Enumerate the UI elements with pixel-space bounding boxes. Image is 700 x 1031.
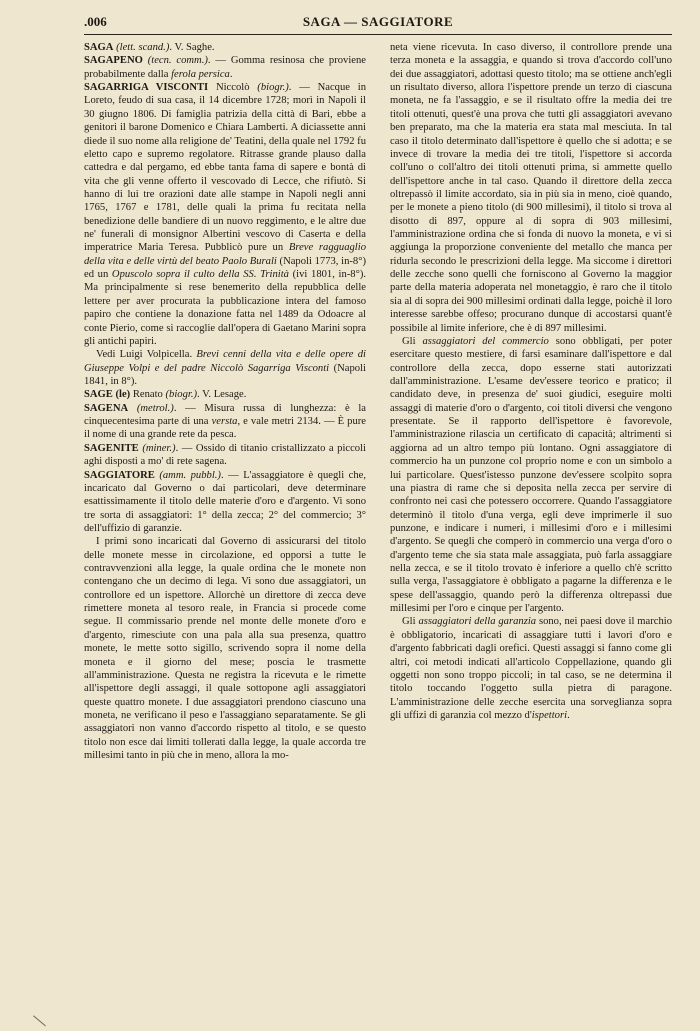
- entry-sagarriga-visconti: SAGARRIGA VISCONTI Niccolò (biogr.). — Nacque in Loreto, feudo di sua casa, il 14 dicembre 1728; morì in Napoli il 30 giugno 1806. Di famiglia patrizia della città di Bari, ebbe a genitori il barone Domenico e Chiara Lamberti. A diciassette anni diede il suo nome alla religione de' Teatini, della quale nel 1792 fu eletto capo e supremo regolatore. Ritrasse grande plauso dalla cattedra e dal pergamo, ed ebbe tanta fama di sapere e bontà di vita che gli venne offerto il vescovado di Lecce, che rifiutò. Si hanno di lui tre orazioni date alle stampe in Napoli negli anni 1765, 1767 e 1781, delle quali la prima fu recitata nella benedizione delle bandiere di un nuovo reggimento, e le altre due ne' funerali di monsignor Albertini vescovo di Caserta e della imperatrice Maria Teresa. Pubblicò pure un Breve ragguaglio della vita e delle virtù del beato Paolo Burali (Napoli 1773, in-8°) ed un Opuscolo sopra il culto della SS. Trinità (ivi 1801, in-8°). Ma principalmente si rese benemerito della repubblica delle lettere per aver procurata la pubblicazione intera del famoso papiro che contiene la donazione fatta nel 1489 da Odoacre al conte Pierio, come si raccoglie dall'opera di Gaetano Marini sopra gli antichi papiri.: [84, 82, 366, 347]
- entry-sagapeno: SAGAPENO (tecn. comm.). — Gomma resinosa che proviene probabilmente dalla ferola persica.: [84, 55, 366, 80]
- page-number: .006: [84, 14, 107, 29]
- saggiatore-paragraph-garanzia: Gli assaggiatori della garanzia sono, nei paesi dove il marchio è obbligatorio, incaricati di assaggiare tutti i lavori d'oro e d'argento fabbricati dagli orefici. Questi assaggi si fanno come gli altri, coi metodi indicati all'articolo Coppellazione, quando gli oggetti non sono troppo piccoli; in tal caso, se ne determina il titolo toccando l'oggetto sulla pietra di paragone. L'amministrazione delle zecche esercita una sorveglianza sopra gli uffizi di garanzia col mezzo d'ispettori.: [390, 616, 672, 721]
- entry-sagenite: SAGENITE (miner.). — Ossido di titanio cristallizzato a piccoli aghi disposti a mo' di rete sagena.: [84, 442, 366, 468]
- entry-saga: SAGA (lett. scand.). V. Saghe.: [84, 42, 215, 53]
- page-header: [84, 14, 672, 34]
- page-mark: [33, 1005, 55, 1027]
- left-column: [84, 41, 366, 961]
- entry-sagarriga-reference: Vedi Luigi Volpicella. Brevi cenni della vita e delle opere di Giuseppe Volpi e del padre Niccolò Sagarriga Visconti (Napoli 1841, in 8°).: [84, 349, 366, 387]
- header-rule: [84, 34, 672, 35]
- saggiatore-paragraph-zecca: I primi sono incaricati dal Governo di assicurarsi del titolo delle monete messe in circolazione, ed opporsi a tutte le contravvenzioni alla legge, la quale ordina che le monete non contengano che un decimo di lega. Vi sono due assaggiatori, un controllore ed un ispettore. Allorchè un direttore di zecca deve rimettere moneta al tesoro reale, in Francia si procede come segue. Il commissario prende nel monte delle monete d'oro e d'argento, rimescìute con una pala alla sua presenza, quattro monete, le mette sotto sigillo, scrivendo sopra il nome della moneta e il giorno del mese; poscia le trasmette all'amministrazione. Questa ne registra la ricevuta e le rimette all'ispettore degli assaggi, il quale sottopone agli assaggiatori queste quattro monete. I due assaggiatori prendono ciascuno una moneta, ne verificano il peso e l'assaggiano separatamente. Se gli assaggiatori non vanno d'accordo rispetto al titolo, e se questo titolo non esce dai limiti tollerati dalla legge, la quale accorda tre millesimi tanto in più che in meno, allora la mo-: [84, 536, 366, 762]
- right-column: [390, 41, 672, 961]
- running-head: SAGA — SAGGIATORE: [302, 14, 454, 29]
- entry-sage: SAGE (le) Renato (biogr.). V. Lesage.: [84, 389, 247, 401]
- saggiatore-paragraph-commercio: Gli assaggiatori del commercio sono obbligati, per poter esercitare questo mestiere, di farsi esaminare dall'ispettore e dal controllore della zecca, dopo esserne stati autorizzati dall'amministrazione. L'esame dev'essere teorico e pratico; il candidato deve, in presenza de' suoi giudici, eseguire molti assaggi di materie d'oro o d'argento, coi titoli diversi che vengono presentate. Se il rapporto dell'ispettore è favorevole, l'amministrazione rilascia un certificato di capacità; altrimenti si aggiorna ad un altro tempo più lontano. Ogni assaggiatore di commercio ha un punzone col proprio nome e con un simbolo a lui particolare. Quest'istesso punzone dev'essere scolpito sopra una piastra di rame che si deposita nella zecca per servire di confronto nei casi che potessero occorrere. Quando l'assaggiatore determinò il titolo d'una verga, egli deve imprimerle il suo punzone, e indicare i numeri, i millesimi d'oro e i millesimi d'argento. Se quegli che comperò in commercio una verga d'oro o d'argento teme che sia stata male assaggiata, può farla assaggiare nella zecca, e se il titolo trovato è inferiore a quello ch'è scritto sulla verga, l'assaggiatore è obbligato a pagarne la differenza e le spese dell'assaggio, quando però la differenza oltrepassi due millesimi per l'oro e cinque per l'argento.: [390, 335, 672, 615]
- entry-sagena: SAGENA (metrol.). — Misura russa di lunghezza: è la cinquecentesima parte di una versta, e vale metri 2134. — È pure il nome di una grande rete da pesca.: [84, 402, 366, 441]
- entry-saggiatore: SAGGIATORE (amm. pubbl.). — L'assaggiatore è quegli che, incaricato dal Governo o dai particolari, deve determinare esattissimamente il titolo delle materie d'oro e d'argento. Vi sono tre sorta di assaggiatori: 1° della zecca; 2° del commercio; 3° dell'uffizio di garanzie.: [84, 469, 366, 534]
- saggiatore-paragraph-continued: neta viene ricevuta. In caso diverso, il controllore prende una terza moneta e la assaggia, e quando si trova d'accordo coll'uno dei due assaggiatori, adottasi questo titolo; ma se ottiene anch'egli un risultato diverso, allora l'ispettore prende un terzo di ciascuna moneta, ne fa l'assaggio, e se il risultato offre la media dei tre titoli ottenuti, quest'è una prova che tutti gli assaggiatori avevano ben preparato, ma che la materia era stata mal mescìuta. In tal caso il titolo determinato dall'ispettore è quello che si adotta; e se invece di trovare la media dei tre titoli, l'ispettore si accorda coll'uno o coll'altro dei titoli ottenuti prima, si ammette quello dell'ispettore anche in tal caso. Quando il direttore della zecca oltrepassò il limite accordato, sia in più sia in meno, cioè quando, per le monete a pieno titolo (di 900 millesimi), il titolo si trova al disotto di 897, oppure al di sopra di 903 millesimi, l'amministrazione ordina che si fonda di nuovo la moneta, e vi si aggiunga la proporzione conveniente del metallo che manca per ridurla secondo le prescrizioni della legge. Ma siccome i direttori delle zecche sono quelli che forniscono al Governo la maggior parte della materia adoperata nel monetaggio, è raro che il titolo sia al di sopra dei 900 millesimi ordinati dalla legge, poichè il loro interesse sarebbe offeso; procurano dunque di accostarsi quant'è possibile al limite inferiore, che è di 897 millesimi.: [390, 42, 672, 334]
